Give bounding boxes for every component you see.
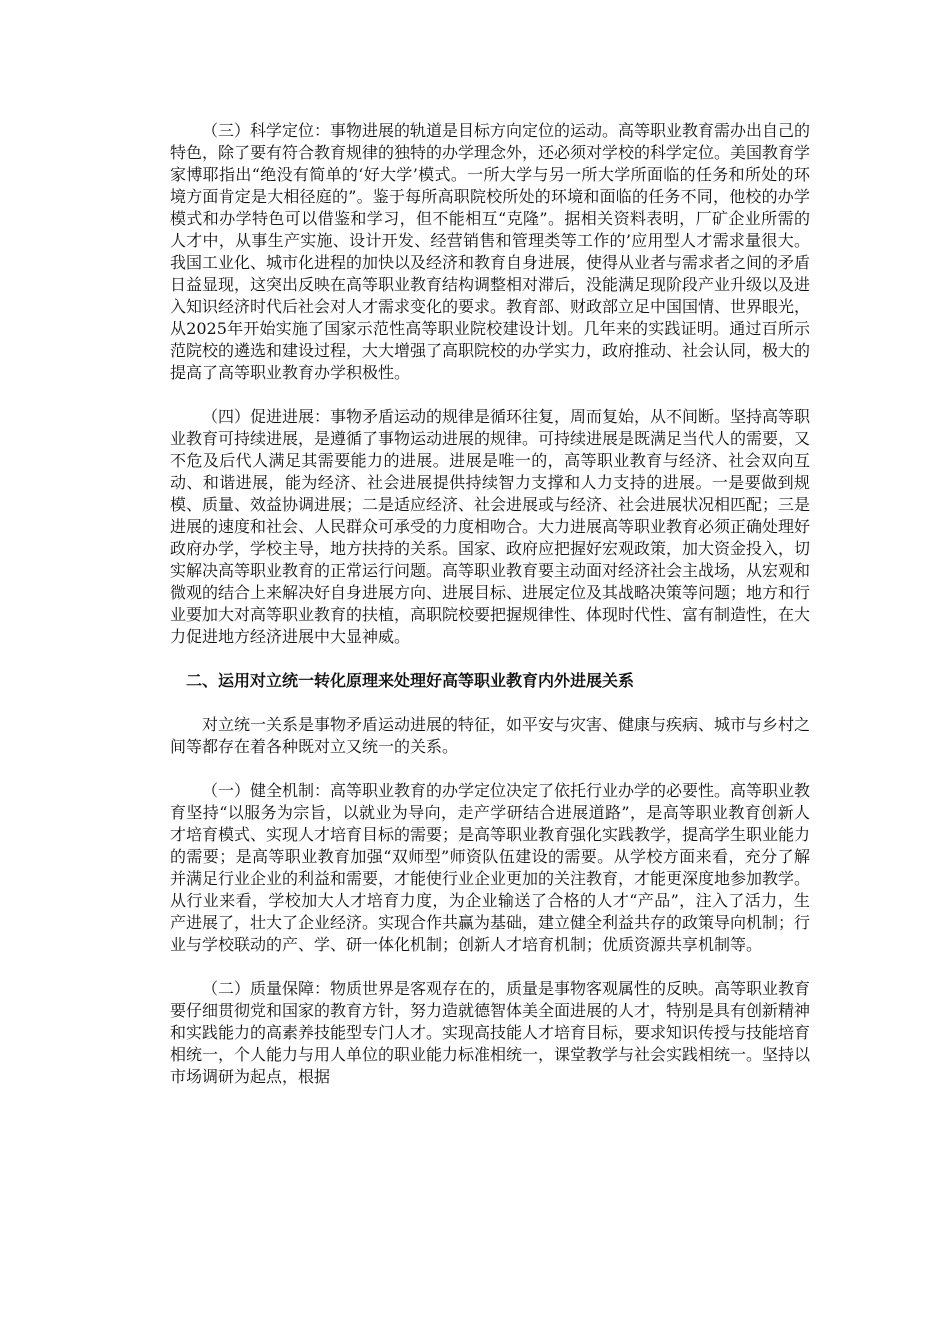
paragraph-section-three: （三）科学定位：事物进展的轨道是目标方向定位的运动。高等职业教育需办出自己的特色，除了要有符合教育规律的独特的办学理念外，还必须对学校的科学定位。美国教育学家博耶指出“绝没有简单的‘好大学’模式。一所大学与另一所大学所面临的任务和所处的环境方面肯定是大相径庭的”。鉴于每所高职院校所处的环境和面临的任务不同，他校的办学模式和办学特色可以借鉴和学习，但不能相互“克隆”。据相关资料表明，厂矿企业所需的人才中，从事生产实施、设计开发、经营销售和管理类等工作的’应用型人才需求量很大。我国工业化、城市化进程的加快以及经济和教育自身进展，使得从业者与需求者之间的矛盾日益显现，这突出反映在高等职业教育结构调整相对滞后，没能满足现阶段产业升级以及进入知识经济时代后社会对人才需求变化的要求。教育部、财政部立足中国国情、世界眼光，从2025年开始实施了国家示范性高等职业院校建设计划。几年来的实践证明。通过百所示范院校的遴选和建设过程，大大增强了高职院校的办学实力，政府推动、社会认同，极大的提高了高等职业教育办学积极性。	[170, 121, 811, 382]
paragraph-section-one: （一）健全机制：高等职业教育的办学定位决定了依托行业办学的必要性。高等职业教育坚持“以服务为宗旨，以就业为导向，走产学研结合进展道路”，是高等职业教育创新人才培育模式、实现人才培育目标的需要；是高等职业教育强化实践教学，提高学生职业能力的需要；是高等职业教育加强“双师型”师资队伍建设的需要。从学校方面来看，充分了解并满足行业企业的利益和需要，才能使行业企业更加的关注教育，才能更深度地参加教学。从行业来看，学校加大人才培育力度，为企业输送了合格的人才“产品”，注入了活力，生产进展了，壮大了企业经济。实现合作共赢为基础，建立健全利益共存的政策导向机制；行业与学校联动的产、学、研一体化机制；创新人才培育机制；优质资源共享机制等。	[170, 781, 811, 954]
section-heading: 二、运用对立统一转化原理来处理好高等职业教育内外进展关系	[186, 671, 635, 690]
document-page	[170, 120, 810, 1110]
paragraph-section-four: （四）促进进展：事物矛盾运动的规律是循环往复，周而复始，从不间断。坚持高等职业教育可持续进展，是遵循了事物运动进展的规律。可持续进展是既满足当代人的需要，又不危及后代人满足其需要能力的进展。进展是唯一的，高等职业教育与经济、社会双向互动、和谐进展，能为经济、社会进展提供持续智力支撑和人力支持的进展。一是要做到规模、质量、效益协调进展；二是适应经济、社会进展或与经济、社会进展状况相匹配；三是进展的速度和社会、人民群众可承受的力度相吻合。大力进展高等职业教育必须正确处理好政府办学，学校主导，地方扶持的关系。国家、政府应把握好宏观政策，加大资金投入，切实解决高等职业教育的正常运行问题。高等职业教育要主动面对经济社会主战场，从宏观和微观的结合上来解决好自身进展方向、进展目标、进展定位及其战略决策等问题；地方和行业要加大对高等职业教育的扶植，高职院校要把握规律性、体现时代性、富有制造性，在大力促进地方经济进展中大显神威。	[170, 407, 811, 646]
paragraph-section-two: （二）质量保障：物质世界是客观存在的，质量是事物客观属性的反映。高等职业教育要仔细贯彻党和国家的教育方针，努力造就德智体美全面进展的人才，特别是具有创新精神和实践能力的高素养技能型专门人才。实现高技能人才培育目标，要求知识传授与技能培育相统一，个人能力与用人单位的职业能力标准相统一，课堂教学与社会实践相统一。坚持以市场调研为起点，根据	[170, 979, 811, 1086]
paragraph-intro: 对立统一关系是事物矛盾运动进展的特征，如平安与灾害、健康与疾病、城市与乡村之间等都存在着各种既对立又统一的关系。	[170, 715, 811, 756]
